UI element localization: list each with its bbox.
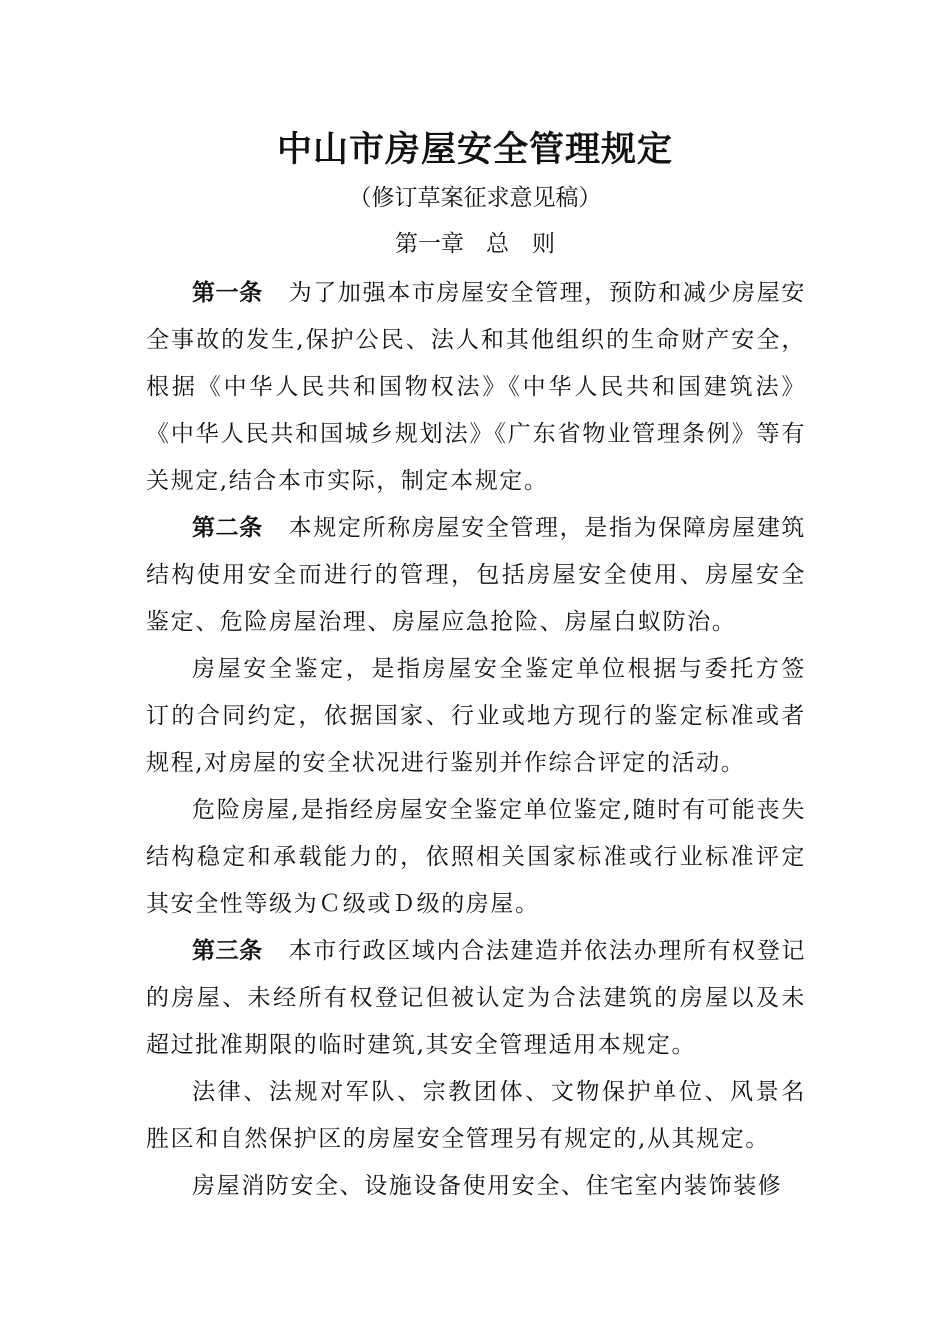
paragraph-text: 危险房屋,是指经房屋安全鉴定单位鉴定,随时有可能丧失结构稳定和承载能力的，依照相关国家标准或行业标准评定其安全性等级为Ｃ级或Ｄ级的房屋。 — [146, 797, 806, 917]
paragraph — [146, 270, 806, 505]
paragraph — [146, 1163, 806, 1210]
chapter-number: 第一章 — [395, 231, 464, 257]
paragraph — [146, 928, 806, 1069]
document-body — [146, 270, 806, 1210]
paragraph — [146, 646, 806, 787]
paragraph — [146, 1069, 806, 1163]
paragraph-text: 本市行政区域内合法建造并依法办理所有权登记的房屋、未经所有权登记但被认定为合法建筑的房屋以及未超过批准期限的临时建筑,其安全管理适用本规定。 — [146, 938, 807, 1058]
article-number: 第二条 — [192, 515, 263, 541]
paragraph-text: 为了加强本市房屋安全管理，预防和减少房屋安全事故的发生,保护公民、法人和其他组织的生命财产安全，根据《中华人民共和国物权法》《中华人民共和国建筑法》《中华人民共和国城乡规划法》《广东省物业管理条例》等有关规定,结合本市实际，制定本规定。 — [146, 280, 807, 494]
paragraph-text: 房屋消防安全、设施设备使用安全、住宅室内装饰装修 — [192, 1173, 783, 1199]
article-number: 第三条 — [192, 938, 263, 964]
paragraph-text: 房屋安全鉴定，是指房屋安全鉴定单位根据与委托方签订的合同约定，依据国家、行业或地方现行的鉴定标准或者规程,对房屋的安全状况进行鉴别并作综合评定的活动。 — [146, 656, 806, 776]
paragraph — [146, 787, 806, 928]
paragraph — [146, 505, 806, 646]
chapter-name: 总 则 — [486, 231, 555, 257]
article-number: 第一条 — [192, 280, 263, 306]
document-title: 中山市房屋安全管理规定 — [276, 129, 673, 170]
paragraph-text: 法律、法规对军队、宗教团体、文物保护单位、风景名胜区和自然保护区的房屋安全管理另有规定的,从其规定。 — [146, 1079, 806, 1152]
document-subtitle: （修订草案征求意见稿） — [348, 185, 602, 211]
chapter-heading — [0, 226, 950, 262]
paragraph-text: 本规定所称房屋安全管理，是指为保障房屋建筑结构使用安全而进行的管理，包括房屋安全使用、房屋安全鉴定、危险房屋治理、房屋应急抢险、房屋白蚁防治。 — [146, 515, 807, 635]
